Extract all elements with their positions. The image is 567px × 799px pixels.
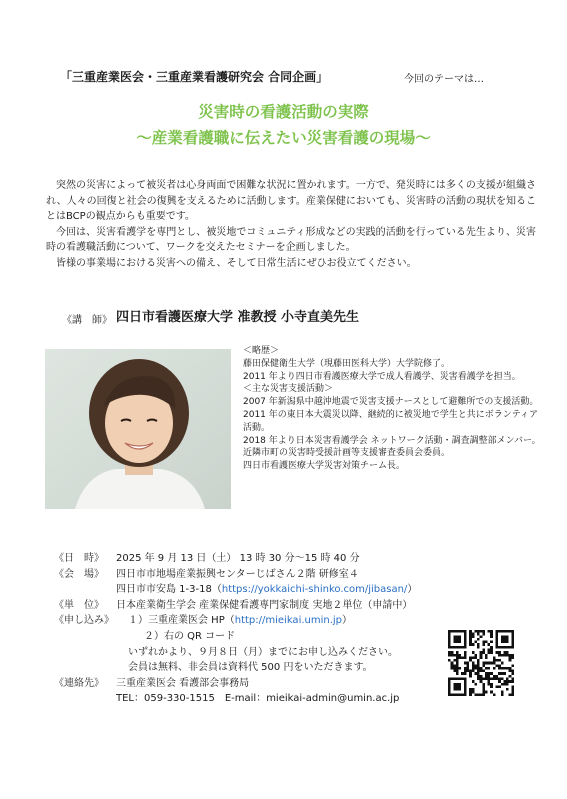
lecturer-photo — [45, 349, 231, 509]
intro-paragraph-3: 皆様の事業場における災害への備え、そして日常生活にぜひお役立てください。 — [56, 257, 417, 269]
qr-code[interactable] — [448, 630, 514, 696]
apply-label: 《申し込み》 — [54, 615, 114, 627]
date-value: 2025 年 9 月 13 日（土） 13 時 30 分～15 時 40 分 — [116, 553, 360, 564]
contact-label: 《連絡先》 — [54, 677, 104, 689]
theme-lead: 今回のテーマは… — [404, 74, 484, 85]
contact-tel-email: TEL：059-330-1515 E-mail：mieikai-admin@umin.ac.jp — [116, 693, 400, 705]
bio-line: 2018 年より日本災害看護学会 ネットワーク活動・調査調整部メンバー。 — [243, 435, 541, 446]
apply-option-1 — [128, 613, 352, 629]
venue-label: 《会 場》 — [54, 568, 104, 580]
venue-url-link[interactable]: https://yokkaichi-shinko.com/jibasan/ — [221, 584, 408, 596]
lecturer-name: 四日市看護医療大学 准教授 小寺直美先生 — [116, 310, 360, 325]
intro-text — [46, 178, 536, 272]
intro-paragraph-2: 今回は、災害看護学を専門とし、被災地でコミュニティ形成などの実践的活動を行っている先生より、災害時の看護職活動について、ワークを交えたセミナーを企画しました。 — [46, 226, 536, 254]
contact-value: 三重産業医会 看護部会事務局 — [116, 677, 250, 689]
apply-url-link[interactable]: http://mieikai.umin.jp — [234, 615, 343, 627]
bio-line: 2007 年新潟県中越沖地震で災害支援ナースとして避難所での支援活動。 — [243, 397, 539, 408]
bio-line: 四日市看護医療大学災害対策チーム長。 — [243, 461, 406, 472]
venue-value: 四日市市地場産業振興センターじばさん２階 研修室４ — [116, 568, 359, 580]
bio-heading-career: ＜略歴＞ — [243, 346, 280, 356]
bio-heading-activities: ＜主な災害支援活動＞ — [243, 384, 334, 395]
lecturer-label: 《講 師》 — [62, 315, 112, 326]
bio-line: 2011 年より四日市看護医療大学で成人看護学、災害看護学を担当。 — [243, 371, 521, 382]
main-title: 災害時の看護活動の実際 — [198, 103, 369, 121]
venue-address-close: ） — [407, 584, 418, 596]
deadline-text: いずれかより、９月８日（月）までにお申し込みください。 — [128, 646, 398, 658]
fee-text: 会員は無料、非会員は資料代 500 円をいただきます。 — [128, 662, 373, 674]
bio-line: 藤田保健衛生大学（現藤田医科大学）大学院修了。 — [243, 358, 451, 369]
organizer-heading: 「三重産業医会・三重産業看護研究会 合同企画」 — [60, 70, 329, 84]
lecturer-bio — [243, 345, 543, 473]
venue-address — [116, 582, 417, 598]
bio-line: 2011 年の東日本大震災以降、継続的に被災地で学生と共にボランティア活動。 — [243, 409, 539, 433]
venue-address-text: 四日市市安島 1-3-18（ — [116, 584, 222, 596]
subtitle: ～産業看護職に伝えたい災害看護の現場～ — [136, 129, 431, 147]
apply-option-1-close: ） — [342, 615, 353, 627]
credit-label: 《単 位》 — [54, 599, 104, 611]
apply-option-1-text: １）三重産業医会 HP（ — [128, 615, 235, 627]
intro-paragraph-1: 突然の災害によって被災者は心身両面で困難な状況に置かれます。一方で、発災時には多くの支援が組織され、人々の回復と社会の復興を支えるために活動します。産業保健においても、災害時の活動の現状を知ることはBCPの観点からも重要です。 — [46, 180, 536, 223]
bio-line: 近隣市町の災害時受援計画等支援審査委員会委員。 — [243, 448, 451, 459]
date-label: 《日 時》 — [54, 553, 104, 564]
credit-value: 日本産業衛生学会 産業保健看護専門家制度 実地２単位（申請中） — [116, 599, 413, 611]
apply-option-2: ２）右の QR コード — [144, 630, 236, 642]
